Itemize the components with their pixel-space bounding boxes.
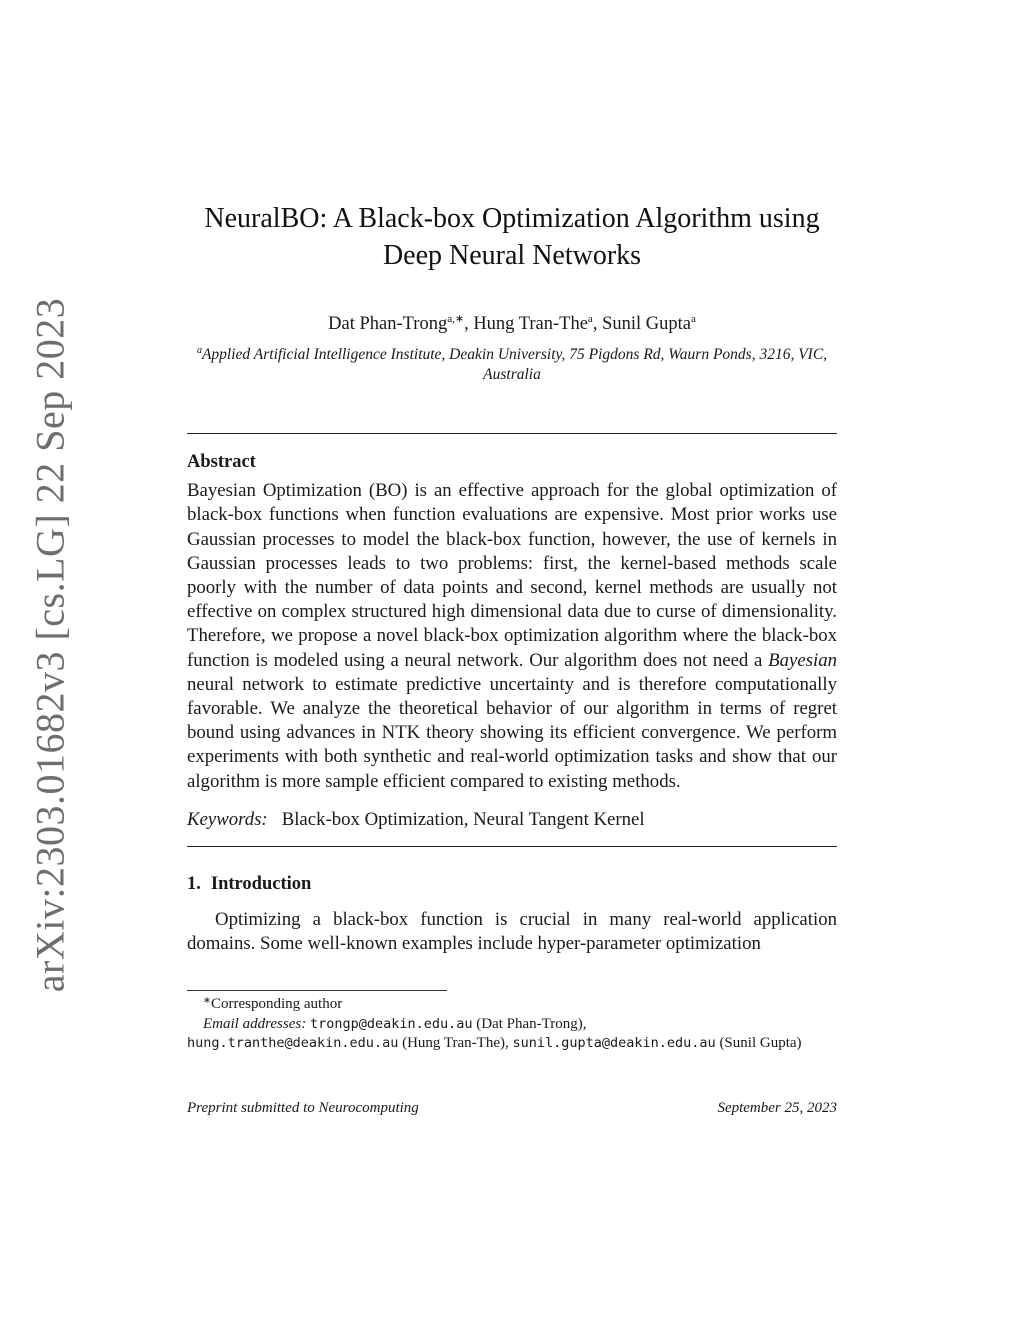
abstract-emphasis: Bayesian <box>768 649 837 671</box>
author-separator: , <box>592 314 603 334</box>
author-1: Dat Phan-Trong <box>328 314 448 334</box>
email-link-3[interactable]: sunil.gupta@deakin.edu.au <box>512 1035 716 1052</box>
email-link-1[interactable]: trongp@deakin.edu.au <box>309 1015 473 1032</box>
keywords-label: Keywords: <box>187 808 268 830</box>
author-3: Sunil Gupta <box>602 314 691 334</box>
abstract-top-rule <box>187 433 837 434</box>
footer-journal: Preprint submitted to Neurocomputing <box>187 1099 419 1116</box>
page-footer <box>187 1096 837 1120</box>
email-owner-1: (Dat Phan-Trong), <box>472 1015 587 1032</box>
footnote <box>187 995 837 1054</box>
email-addresses <box>187 1015 837 1054</box>
section-heading-introduction <box>187 872 837 896</box>
abstract-body <box>187 479 837 794</box>
author-separator: , <box>464 314 474 334</box>
keywords-text: Black-box Optimization, Neural Tangent Kernel <box>281 808 645 830</box>
section-title: Introduction <box>210 874 312 895</box>
affiliation-text: Applied Artificial Intelligence Institute, Deakin University, 75 Pigdons Rd, Waurn Ponds, 3216, VIC, Australia <box>201 346 828 384</box>
email-label: Email addresses: <box>203 1015 307 1032</box>
email-link-2[interactable]: hung.tranthe@deakin.edu.au <box>187 1035 399 1052</box>
affiliation <box>187 345 837 385</box>
arxiv-identifier-stamp: arXiv:2303.01682v3 [cs.LG] 22 Sep 2023 <box>27 297 73 993</box>
paper-title-line-1: NeuralBO: A Black-box Optimization Algorithm using <box>204 203 820 234</box>
paper-title-line-2: Deep Neural Networks <box>382 240 642 271</box>
corresponding-author-text: Corresponding author <box>210 996 343 1013</box>
author-1-affiliation-mark: a,∗ <box>447 313 465 325</box>
introduction-paragraph: Optimizing a black-box function is crucial in many real-world application domains. Some well-known examples include hyper-parameter optimization <box>187 909 837 955</box>
section-number: 1. <box>187 874 201 895</box>
author-2-affiliation-mark: a <box>587 313 593 325</box>
paper-title <box>187 200 837 274</box>
footnote-rule <box>187 990 447 991</box>
author-3-affiliation-mark: a <box>690 313 696 325</box>
abstract-text-part-1: Bayesian Optimization (BO) is an effective approach for the global optimization of black-box functions when function evaluations are expensive. Most prior works use Gaussian processes to model the black-box function, however, the use of kernels in Gaussian processes leads to two problems: first, the kernel-based methods scale poorly with the number of data points and second, kernel methods are usually not effective on complex structured high dimensional data due to curse of dimensionality. Therefore, we propose a novel black-box optimization algorithm where the black-box function is modeled using a neural network. Our algorithm does not need a <box>187 480 837 671</box>
abstract-text-part-2: neural network to estimate predictive uncertainty and is therefore computationally favorable. We analyze the theoretical behavior of our algorithm in terms of regret bound using advances in NTK theory showing its efficient convergence. We perform experiments with both synthetic and real-world optimization tasks and show that our algorithm is more sample efficient compared to existing methods. <box>187 673 837 792</box>
footnote-star: ∗ <box>203 996 211 1007</box>
abstract-heading: Abstract <box>187 452 256 473</box>
email-owner-3: (Sunil Gupta) <box>715 1035 802 1052</box>
keywords <box>187 808 837 832</box>
author-list <box>187 312 837 336</box>
email-owner-2: (Hung Tran-The), <box>398 1035 513 1052</box>
paper-first-page <box>187 200 837 1120</box>
abstract-bottom-rule <box>187 846 837 847</box>
affiliation-mark: a <box>196 345 202 357</box>
footer-date: September 25, 2023 <box>717 1099 837 1116</box>
corresponding-author-note <box>187 995 837 1015</box>
author-2: Hung Tran-The <box>473 314 588 334</box>
